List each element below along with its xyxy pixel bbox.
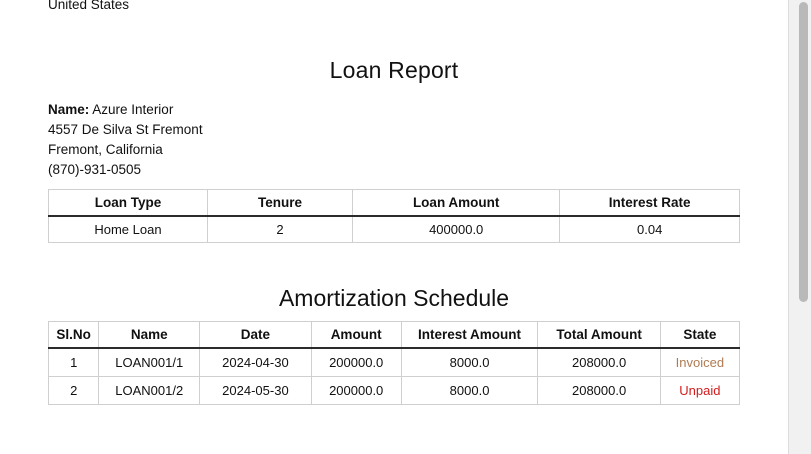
column-header-slno: Sl.No — [49, 322, 99, 349]
cell-interest-rate: 0.04 — [560, 216, 740, 243]
cell-amount: 200000.0 — [311, 377, 401, 405]
table-row — [49, 216, 740, 243]
cell-name: LOAN001/1 — [99, 348, 200, 377]
table-header-row — [49, 322, 740, 349]
column-header-state: State — [660, 322, 739, 349]
column-header-amount: Amount — [311, 322, 401, 349]
cell-name: LOAN001/2 — [99, 377, 200, 405]
schedule-title: Amortization Schedule — [278, 285, 510, 311]
status-badge: Invoiced — [660, 348, 739, 377]
cell-amount: 200000.0 — [311, 348, 401, 377]
cell-date: 2024-05-30 — [200, 377, 312, 405]
column-header-date: Date — [200, 322, 312, 349]
column-header-loan-amount: Loan Amount — [353, 190, 560, 217]
customer-city-state: Fremont, California — [48, 142, 163, 157]
customer-phone: (870)-931-0505 — [48, 162, 142, 177]
cell-date: 2024-04-30 — [200, 348, 312, 377]
cell-interest-amount: 8000.0 — [401, 377, 538, 405]
table-header-row — [49, 190, 740, 217]
column-header-interest-amount: Interest Amount — [401, 322, 538, 349]
scrollbar-thumb[interactable] — [799, 2, 808, 302]
cell-total-amount: 208000.0 — [538, 348, 660, 377]
customer-name-line — [48, 100, 740, 120]
cell-interest-amount: 8000.0 — [401, 348, 538, 377]
cell-loan-type: Home Loan — [49, 216, 208, 243]
column-header-name: Name — [99, 322, 200, 349]
column-header-total-amount: Total Amount — [538, 322, 660, 349]
customer-name-value: Azure Interior — [92, 102, 174, 117]
status-badge: Unpaid — [660, 377, 739, 405]
customer-street: 4557 De Silva St Fremont — [48, 122, 203, 137]
cell-total-amount: 208000.0 — [538, 377, 660, 405]
customer-name-label: Name: — [48, 102, 90, 117]
cell-slno: 2 — [49, 377, 99, 405]
loan-summary-table — [48, 189, 740, 243]
scrollbar-track[interactable] — [788, 0, 811, 454]
column-header-tenure: Tenure — [207, 190, 352, 217]
cell-loan-amount: 400000.0 — [353, 216, 560, 243]
column-header-loan-type: Loan Type — [49, 190, 208, 217]
table-row — [49, 348, 740, 377]
page-title: Loan Report — [329, 57, 459, 83]
cell-tenure: 2 — [207, 216, 352, 243]
customer-address-block — [48, 100, 740, 180]
column-header-interest-rate: Interest Rate — [560, 190, 740, 217]
amortization-schedule-table — [48, 321, 740, 405]
country-line: United States — [48, 0, 130, 12]
cell-slno: 1 — [49, 348, 99, 377]
table-row — [49, 377, 740, 405]
